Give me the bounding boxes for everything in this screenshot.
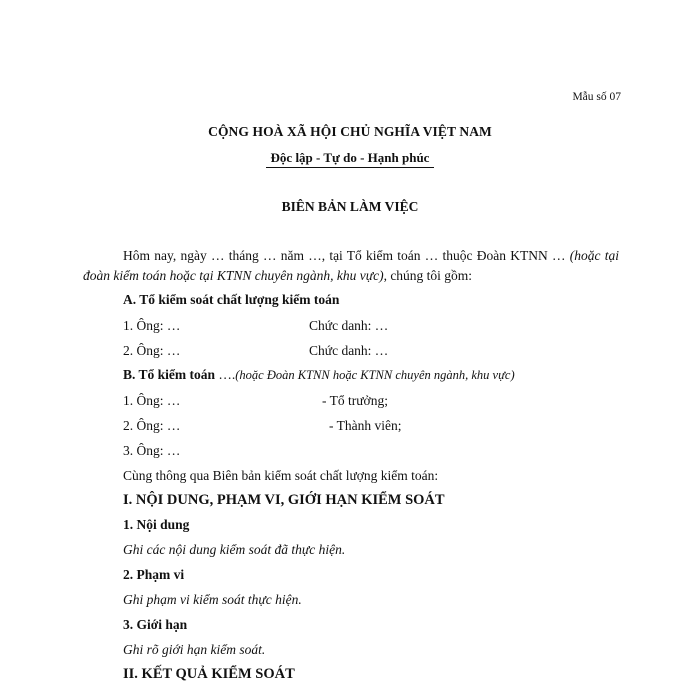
part-1-item-3-heading: 3. Giới hạn <box>123 617 188 632</box>
section-b-title: B. Tổ kiểm toán <box>123 367 216 382</box>
part-1-item-1-heading: 1. Nội dung <box>123 517 190 532</box>
part-1-title: I. NỘI DUNG, PHẠM VI, GIỚI HẠN KIỂM SOÁT <box>123 492 445 508</box>
part-1-item-2-heading: 2. Phạm vi <box>123 567 185 582</box>
section-b-member-3-name: 3. Ông: … <box>123 443 181 458</box>
intro-text-end: , chúng tôi gồm: <box>383 268 473 283</box>
intro-text-italic: (hoặc tại đoàn kiểm toán hoặc tại KTNN chuyên ngành, khu vực) <box>83 248 619 283</box>
national-motto: Độc lập - Tự do - Hạnh phúc <box>270 150 430 165</box>
section-b-member-2-role: - Thành viên; <box>329 418 402 433</box>
section-b-member-2-name: 2. Ông: … <box>123 418 181 433</box>
section-b-title-suffix: …. <box>215 367 236 382</box>
motto-underline <box>266 167 434 168</box>
form-number: Mẫu số 07 <box>572 91 621 103</box>
section-a-member-2-name: 2. Ông: … <box>123 343 181 358</box>
section-a-title: A. Tổ kiểm soát chất lượng kiểm toán <box>123 292 340 307</box>
document-title: BIÊN BẢN LÀM VIỆC <box>281 199 419 214</box>
section-a-member-2-role: Chức danh: … <box>309 343 389 358</box>
intro-text-start: Hôm nay, ngày … tháng … năm …, tại Tổ kiểm toán … thuộc Đoàn KTNN … <box>123 248 570 263</box>
part-1-item-3-note: Ghi rõ giới hạn kiểm soát. <box>123 642 266 657</box>
part-1-item-1-note: Ghi các nội dung kiểm soát đã thực hiện. <box>123 542 346 557</box>
section-b-member-1-name: 1. Ông: … <box>123 393 181 408</box>
section-b-member-1-role: - Tổ trưởng; <box>322 393 388 408</box>
section-b-title-note: (hoặc Đoàn KTNN hoặc KTNN chuyên ngành, khu vực) <box>235 368 515 382</box>
part-2-title: II. KẾT QUẢ KIỂM SOÁT <box>123 666 295 682</box>
intro-paragraph <box>83 246 619 286</box>
section-a-member-1-role: Chức danh: … <box>309 318 389 333</box>
section-b-title-line <box>123 367 515 383</box>
agreement-line: Cùng thông qua Biên bản kiểm soát chất lượng kiểm toán: <box>123 468 439 483</box>
section-a-member-1-name: 1. Ông: … <box>123 318 181 333</box>
nation-header: CỘNG HOÀ XÃ HỘI CHỦ NGHĨA VIỆT NAM <box>208 124 492 139</box>
part-1-item-2-note: Ghi phạm vi kiểm soát thực hiện. <box>123 592 302 607</box>
